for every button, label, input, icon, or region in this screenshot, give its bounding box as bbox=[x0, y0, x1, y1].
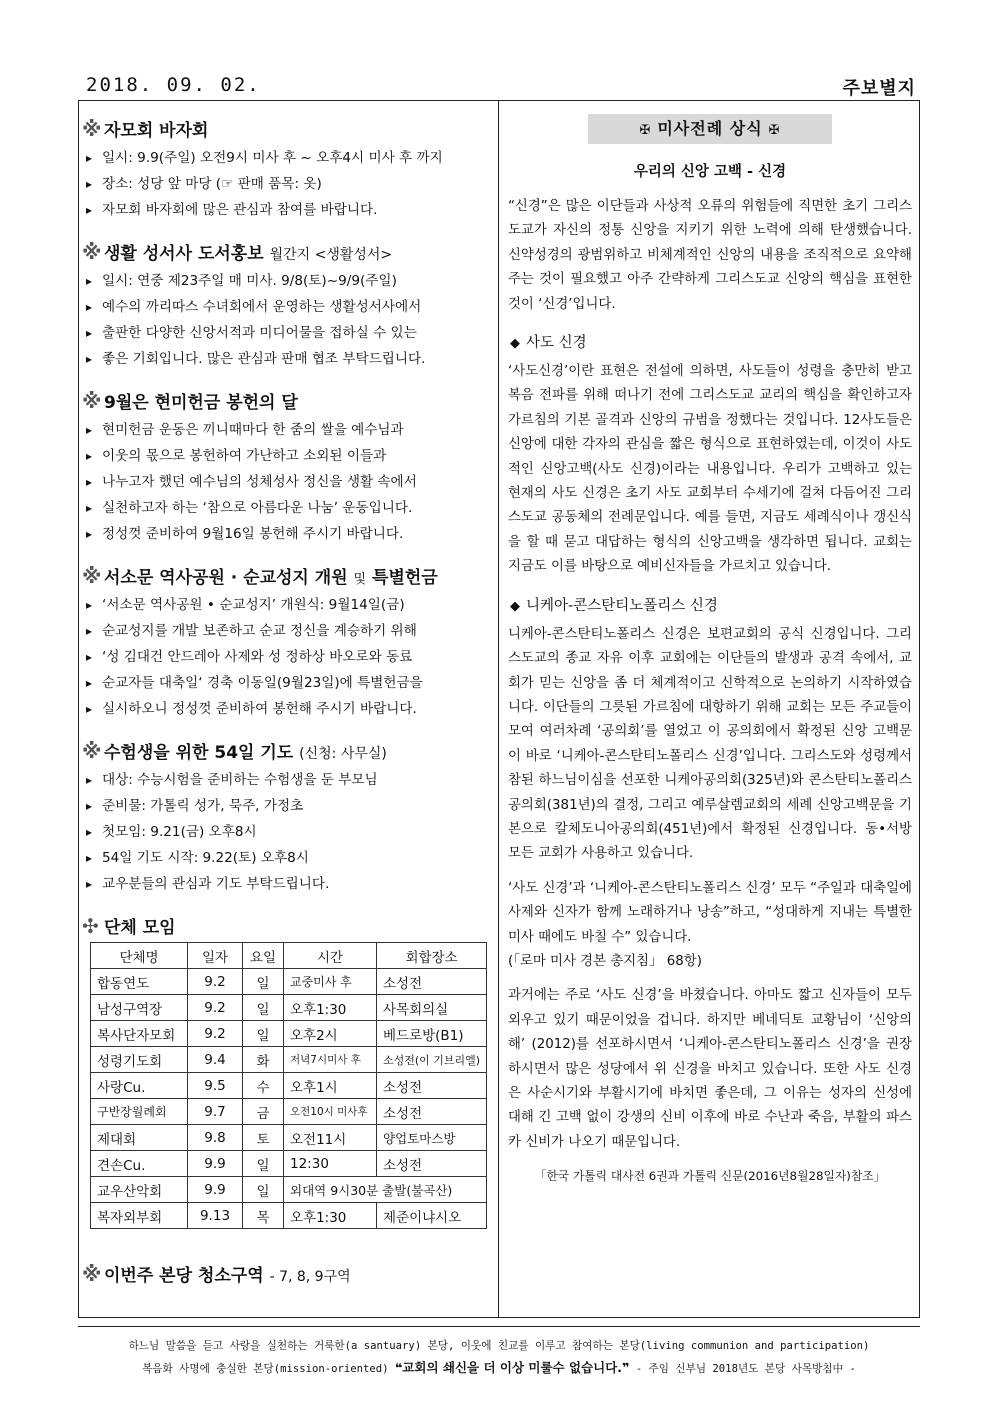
table-row bbox=[91, 1177, 487, 1203]
paragraph: “신경”은 많은 이단들과 사상적 오류의 위험들에 직면한 초기 그리스도교가 자신의 정통 신앙을 지키기 위한 노력에 의해 탄생했습니다. 신약성경의 광범위하고 비체계적인 신앙의 내용을 조직적으로 요약해 주는 것이 필요했고 아주 간략하게 그리스도교 신앙의 핵심을 표현한 것이 ‘신경’입니다. bbox=[508, 199, 912, 312]
table-cell: 소성전 bbox=[377, 1099, 487, 1125]
asterism-icon: ※ bbox=[82, 1262, 102, 1286]
table-cell: 오후1:30 bbox=[284, 995, 377, 1021]
list-item-continued: ▸ 순교자들 대축일‘ 경축 이동일(9월23일)에 특별헌금을 bbox=[82, 670, 492, 696]
diamond-icon: ◆ bbox=[510, 336, 520, 352]
table-row bbox=[91, 1073, 487, 1099]
table-cell: 9.7 bbox=[188, 1099, 243, 1125]
table-cell: 외대역 9시30분 출발(불곡산) bbox=[284, 1177, 487, 1203]
table-cell: 교중미사 후 bbox=[284, 969, 377, 995]
table-cell: 구반장월례회 bbox=[91, 1099, 188, 1125]
table-cell: 베드로방(B1) bbox=[377, 1021, 487, 1047]
table-cell: 소성전(이 기브리엘) bbox=[377, 1047, 487, 1073]
list-item: ▸ 일시: 9.9(주일) 오전9시 미사 후 ~ 오후4시 미사 후 까지 bbox=[82, 145, 492, 171]
list-item-continued: ▸ 나누고자 했던 예수님의 성체성사 정신을 생활 속에서 bbox=[82, 469, 492, 495]
list-item: ▸ ‘서소문 역사공원 • 순교성지’ 개원식: 9월14일(금) bbox=[82, 592, 492, 618]
table-cell: 일 bbox=[243, 969, 284, 995]
issue-date: 2018. 09. 02. bbox=[86, 74, 261, 96]
section-title: ✣ 단체 모임 bbox=[82, 914, 176, 938]
table-cell: 금 bbox=[243, 1099, 284, 1125]
table-cell: 9.8 bbox=[188, 1125, 243, 1151]
cross-icon: ✠ bbox=[768, 123, 781, 138]
table-cell: 저녁7시미사 후 bbox=[284, 1047, 377, 1073]
table-cell: 9.2 bbox=[188, 969, 243, 995]
table-cell: 오전11시 bbox=[284, 1125, 377, 1151]
column-header: 회합장소 bbox=[377, 943, 487, 969]
table-cell: 사랑Cu. bbox=[91, 1073, 188, 1099]
section-title: ※ 자모회 바자회 bbox=[82, 117, 209, 141]
page-footer bbox=[78, 1326, 920, 1380]
table-cell: 토 bbox=[243, 1125, 284, 1151]
table-row bbox=[91, 1203, 487, 1229]
table-cell: 남성구역장 bbox=[91, 995, 188, 1021]
column-divider bbox=[498, 100, 499, 1318]
asterism-icon: ※ bbox=[82, 240, 102, 264]
column-header: 단체명 bbox=[91, 943, 188, 969]
list-item: ▸ 자모회 바자회에 많은 관심과 참여를 바랍니다. bbox=[82, 197, 492, 223]
left-column bbox=[82, 110, 492, 1290]
table-cell: 일 bbox=[243, 1177, 284, 1203]
section-title: ※ 이번주 본당 청소구역 - 7, 8, 9구역 bbox=[82, 1262, 351, 1286]
table-cell: 소성전 bbox=[377, 969, 487, 995]
group-meeting-table bbox=[90, 942, 487, 1229]
list-item-continued: ▸ 실시하오니 정성껏 준비하여 봉헌해 주시기 바랍니다. bbox=[82, 696, 492, 722]
list-item-continued: ▸ 이웃의 몫으로 봉헌하여 가난하고 소외된 이들과 bbox=[82, 443, 492, 469]
list-item: ▸ 장소: 성당 앞 마당 (☞ 판매 품목: 옷) bbox=[82, 171, 492, 197]
publication-title: 주보별지 bbox=[842, 78, 916, 99]
table-cell: 오후1시 bbox=[284, 1073, 377, 1099]
page-header bbox=[80, 72, 922, 100]
article-subtitle: 우리의 신앙 고백 - 신경 bbox=[633, 164, 787, 180]
feature-title-box: ✠ 미사전례 상식 ✠ bbox=[588, 114, 832, 144]
list-item: ▸ 일시: 연중 제23주일 매 미사. 9/8(토)~9/9(주일) bbox=[82, 268, 492, 294]
table-cell: 제준이냐시오 bbox=[377, 1203, 487, 1229]
table-cell: 일 bbox=[243, 995, 284, 1021]
table-row bbox=[91, 1047, 487, 1073]
asterism-icon: ※ bbox=[82, 564, 102, 588]
list-item: ▸ 현미헌금 운동은 끼니때마다 한 줌의 쌀을 예수님과 bbox=[82, 417, 492, 443]
table-cell: 견손Cu. bbox=[91, 1151, 188, 1177]
table-row bbox=[91, 995, 487, 1021]
list-item: ▸ 54일 기도 시작: 9.22(토) 오후8시 bbox=[82, 845, 492, 871]
list-item-continued: ▸ 실천하고자 하는 ‘참으로 아름다운 나눔’ 운동입니다. bbox=[82, 495, 492, 521]
table-cell: 일 bbox=[243, 1021, 284, 1047]
table-cell: 9.4 bbox=[188, 1047, 243, 1073]
footer-line: 하느님 말씀을 듣고 사랑을 실천하는 거룩한(a santuary) 본당, 이웃에 친교를 이루고 참여하는 본당(living communion and participation) bbox=[128, 1340, 870, 1352]
table-row bbox=[91, 969, 487, 995]
table-cell: 복사단자모회 bbox=[91, 1021, 188, 1047]
table-cell: 9.9 bbox=[188, 1151, 243, 1177]
table-cell: 목 bbox=[243, 1203, 284, 1229]
list-item: ▸ 대상: 수능시험을 준비하는 수험생을 둔 부모님 bbox=[82, 767, 492, 793]
paragraph: ‘사도신경’이란 표현은 전설에 의하면, 사도들이 성령을 충만히 받고 복음 전파를 위해 떠나기 전에 그리스도교 교리의 핵심을 확인하고자 가르침의 기본 골격과 신앙의 규범을 정했다는 것입니다. 12사도들은 신앙에 대한 각자의 관심을 짧은 형식으로 표현하였는데, 이것이 사도적인 신앙고백(사도 신경)이라는 내용입니다. 우리가 고백하고 있는 현재의 사도 신경은 초기 사도 교회부터 수세기에 걸쳐 다듬어진 그리스도교 공동체의 전례문입니다. 예를 들면, 지금도 세례식이나 갱신식을 할 때 묻고 대답하는 형식의 신앙고백을 생각하면 됩니다. 교회는 지금도 이를 바탕으로 예비신자들을 가르치고 있습니다. bbox=[508, 364, 912, 575]
paragraph: 과거에는 주로 ‘사도 신경’을 바쳤습니다. 아마도 짧고 신자들이 모두 외우고 있기 때문이었을 겁니다. 하지만 베네딕토 교황님이 ‘신앙의 해’ (2012)를 선포하시면서 ‘니케아-콘스탄티노폴리스 신경’을 권장하시면서 많은 성당에서 위 신경을 바치고 있습니다. 또한 사도 신경은 사순시기와 부활시기에 바치면 좋은데, 그 이유는 성자의 신성에 대해 긴 고백 없이 강생의 신비 이후에 바로 수난과 죽음, 부활의 파스카 신비가 나오기 때문입니다. bbox=[508, 988, 912, 1150]
asterism-icon: ※ bbox=[82, 117, 102, 141]
list-item: ▸ 순교성지를 개발 보존하고 순교 정신을 계승하기 위해 bbox=[82, 618, 492, 644]
table-cell: 12:30 bbox=[284, 1151, 377, 1177]
table-cell: 소성전 bbox=[377, 1151, 487, 1177]
column-header: 요일 bbox=[243, 943, 284, 969]
list-item-continued: ▸ 출판한 다양한 신앙서적과 미디어물을 접하실 수 있는 bbox=[82, 320, 492, 346]
paragraph: 니케아-콘스탄티노폴리스 신경은 보편교회의 공식 신경입니다. 그리스도교의 종교 자유 이후 교회에는 이단들의 발생과 공격 속에서, 교회가 믿는 신앙을 좀 더 체계적이고 신학적으로 논의하기 시작하였습니다. 이단들의 그릇된 가르침에 대항하기 위해 교회는 모든 주교들이 모여 여러차례 ‘공의회’를 열었고 이 공의회에서 확정된 신앙 고백문이 바로 ‘니케아-콘스탄티노폴리스 신경’입니다. 그리스도와 성령께서 참된 하느님이심을 선포한 니케아공의회(325년)와 콘스탄티노폴리스공의회(381년)의 결정, 그리고 예루살렘교회의 세례 신앙고백문을 기본으로 칼체도니아공의회(451년)에서 확정된 신경입니다. 동•서방 모든 교회가 사용하고 있습니다. bbox=[508, 626, 912, 862]
asterism-icon: ※ bbox=[82, 389, 102, 413]
table-cell: 9.2 bbox=[188, 1021, 243, 1047]
table-cell: 수 bbox=[243, 1073, 284, 1099]
table-header-row bbox=[91, 943, 487, 969]
list-item: ▸ 예수의 까리따스 수녀회에서 운영하는 생활성서사에서 bbox=[82, 294, 492, 320]
sparkle-icon: ✣ bbox=[82, 914, 99, 938]
table-cell: 양업토마스방 bbox=[377, 1125, 487, 1151]
column-header: 일자 bbox=[188, 943, 243, 969]
table-row bbox=[91, 1099, 487, 1125]
list-item-continued: ▸ ‘성 김대건 안드레아 사제와 성 정하상 바오로와 동료 bbox=[82, 644, 492, 670]
list-item: ▸ 준비물: 가톨릭 성가, 묵주, 가정초 bbox=[82, 793, 492, 819]
table-cell: 소성전 bbox=[377, 1073, 487, 1099]
paragraph-reference: (「로마 미사 경본 총지침」 68항) bbox=[508, 953, 702, 969]
table-row bbox=[91, 1021, 487, 1047]
table-cell: 성령기도회 bbox=[91, 1047, 188, 1073]
column-header: 시간 bbox=[284, 943, 377, 969]
right-column bbox=[504, 110, 916, 1184]
table-cell: 복자외부회 bbox=[91, 1203, 188, 1229]
table-cell: 사목회의실 bbox=[377, 995, 487, 1021]
table-cell: 일 bbox=[243, 1151, 284, 1177]
section-title: ※ 생활 성서사 도서홍보 월간지 <생활성서> bbox=[82, 240, 393, 264]
table-cell: 합동연도 bbox=[91, 969, 188, 995]
subheading: ◆ 니케아-콘스탄티노폴리스 신경 bbox=[510, 597, 718, 614]
table-cell: 9.5 bbox=[188, 1073, 243, 1099]
table-cell: 오후1:30 bbox=[284, 1203, 377, 1229]
list-item: ▸ 교우분들의 관심과 기도 부탁드립니다. bbox=[82, 871, 492, 897]
table-cell: 오전10시 미사후 bbox=[284, 1099, 377, 1125]
table-cell: 화 bbox=[243, 1047, 284, 1073]
table-row bbox=[91, 1125, 487, 1151]
table-cell: 9.13 bbox=[188, 1203, 243, 1229]
table-cell: 9.9 bbox=[188, 1177, 243, 1203]
list-item-continued: ▸ 좋은 기회입니다. 많은 관심과 판매 협조 부탁드립니다. bbox=[82, 346, 492, 372]
table-cell: 9.2 bbox=[188, 995, 243, 1021]
section-title: ※ 9월은 현미헌금 봉헌의 달 bbox=[82, 389, 298, 413]
section-title: ※ 수험생을 위한 54일 기도 (신청: 사무실) bbox=[82, 739, 387, 763]
table-row bbox=[91, 1151, 487, 1177]
paragraph: ‘사도 신경’과 ‘니케아-콘스탄티노폴리스 신경’ 모두 “주일과 대축일에 사제와 신자가 함께 노래하거나 낭송”하고, “성대하게 지내는 특별한 미사 때에도 바칠 수” 있습니다. bbox=[508, 880, 912, 945]
table-cell: 오후2시 bbox=[284, 1021, 377, 1047]
table-cell: 제대회 bbox=[91, 1125, 188, 1151]
footer-line: 복음화 사명에 충실한 본당(mission-oriented) ❝교회의 쇄신을 더 이상 미룰수 없습니다.❞ - 주임 신부님 2018년도 본당 사목방침中 - bbox=[142, 1360, 856, 1375]
source-citation: 「한국 가톨릭 대사전 6권과 가톨릭 신문(2016년8월28일자)참조」 bbox=[534, 1169, 886, 1184]
section-title: ※ 서소문 역사공원 · 순교성지 개원 및 특별헌금 bbox=[82, 564, 438, 588]
subheading: ◆ 사도 신경 bbox=[510, 335, 587, 352]
diamond-icon: ◆ bbox=[510, 598, 520, 614]
asterism-icon: ※ bbox=[82, 739, 102, 763]
list-item: ▸ 첫모임: 9.21(금) 오후8시 bbox=[82, 819, 492, 845]
table-cell: 교우산악회 bbox=[91, 1177, 188, 1203]
list-item: ▸ 정성껏 준비하여 9월16일 봉헌해 주시기 바랍니다. bbox=[82, 521, 492, 547]
cross-icon: ✠ bbox=[639, 123, 652, 138]
